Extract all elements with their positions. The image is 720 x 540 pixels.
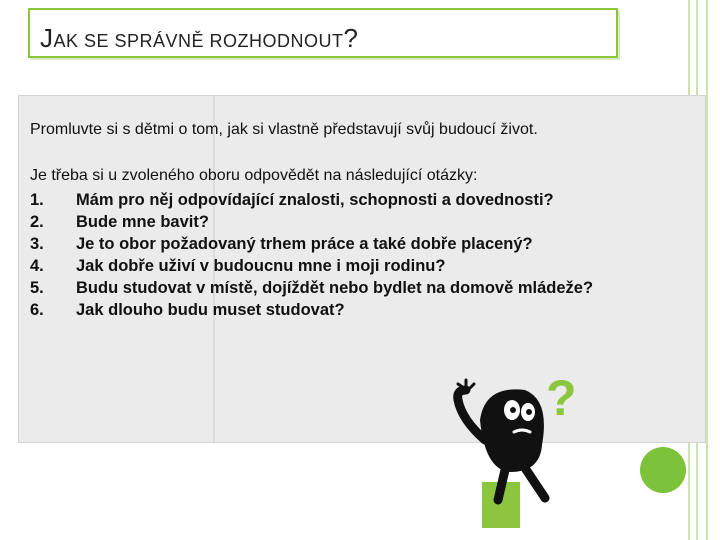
- title-text: AK SE SPRÁVNĚ ROZHODNOUT: [53, 31, 344, 51]
- lead-text: Je třeba si u zvoleného oboru odpovědět na následující otázky:: [30, 167, 478, 184]
- list-number: 1.: [30, 191, 44, 209]
- list-item: [30, 211, 690, 233]
- list-item: [30, 189, 690, 211]
- list-text: Budu studovat v místě, dojíždět nebo bydlet na domově mládeže?: [76, 279, 594, 297]
- list-text: Bude mne bavit?: [76, 213, 209, 231]
- page-title: [40, 23, 359, 54]
- title-first-letter: J: [40, 23, 54, 53]
- intro-text: Promluvte si s dětmi o tom, jak si vlastně představují svůj budoucí život.: [30, 121, 538, 138]
- list-item: [30, 277, 676, 299]
- question-list: [30, 189, 690, 321]
- list-number: 2.: [30, 213, 44, 231]
- list-number: 5.: [30, 279, 44, 297]
- question-mark-glyph: ?: [546, 370, 577, 426]
- thinking-person-icon: [450, 360, 600, 510]
- list-item: [30, 233, 690, 255]
- list-text: Jak dobře uživí v budoucnu mne i moji rodinu?: [76, 257, 446, 275]
- list-text: Je to obor požadovaný trhem práce a také dobře placený?: [76, 235, 533, 253]
- list-text: Mám pro něj odpovídající znalosti, schopnosti a dovednosti?: [76, 191, 554, 209]
- list-number: 3.: [30, 235, 44, 253]
- decorative-rail: [706, 0, 708, 540]
- decorative-circle: [640, 447, 686, 493]
- list-item: [30, 299, 690, 321]
- title-box: [28, 8, 618, 58]
- list-item: [30, 255, 690, 277]
- list-number: 4.: [30, 257, 44, 275]
- list-text: Jak dlouho budu muset studovat?: [76, 301, 345, 319]
- list-number: 6.: [30, 301, 44, 319]
- content-panel: [18, 95, 706, 443]
- title-question-mark: ?: [343, 23, 359, 53]
